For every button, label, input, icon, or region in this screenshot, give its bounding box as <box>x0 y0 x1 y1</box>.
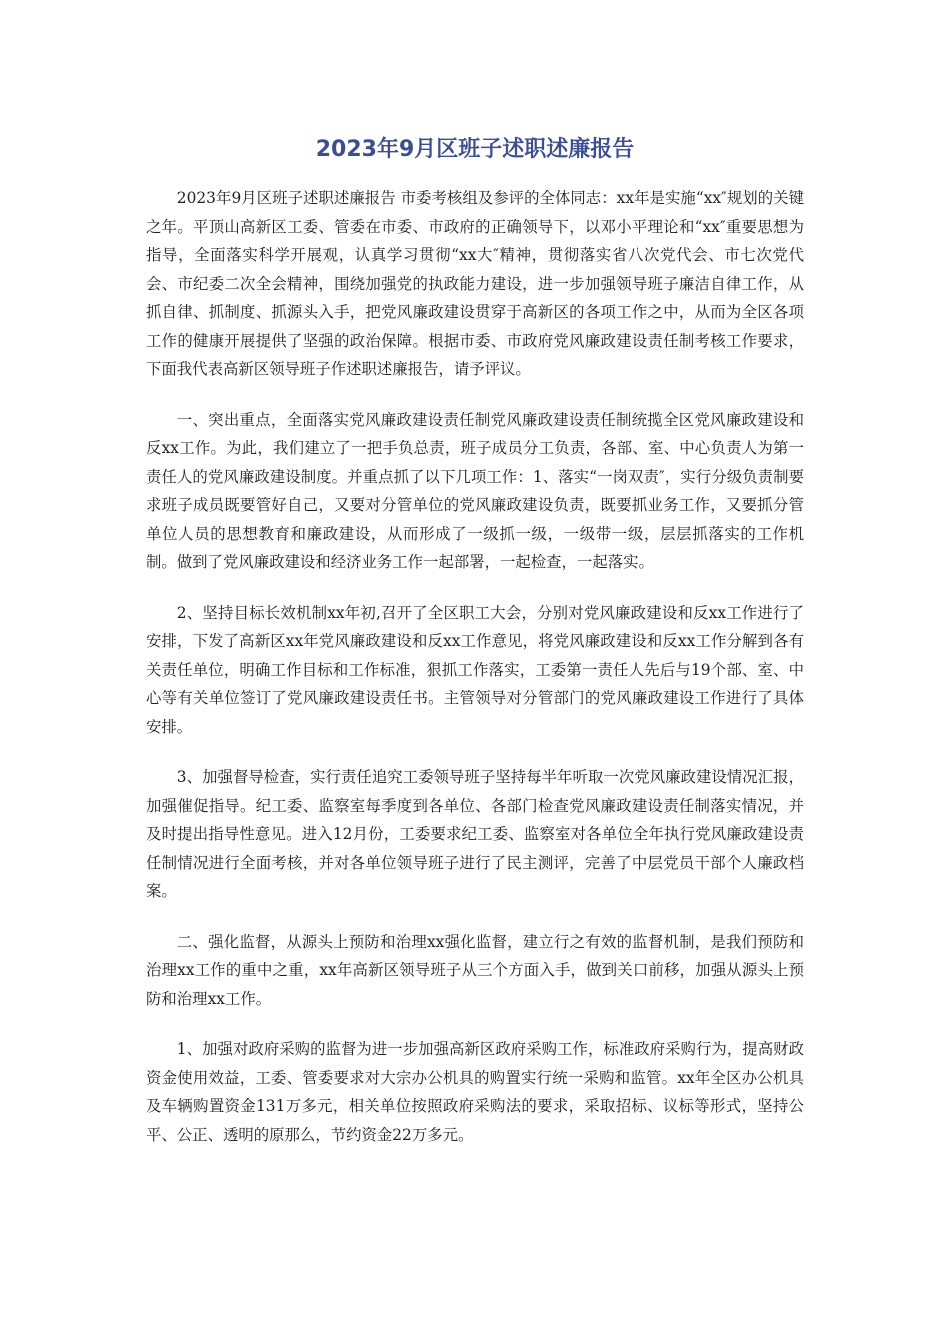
paragraph-intro: 2023年9月区班子述职述廉报告 市委考核组及参评的全体同志：xx年是实施“xx″规划的关键之年。平顶山高新区工委、管委在市委、市政府的正确领导下，以邓小平理论和“xx″重要思想为指导，全面落实科学开展观，认真学习贯彻“xx大″精神，贯彻落实省八次党代会、市七次党代会、市纪委二次全会精神，围绕加强党的执政能力建设，进一步加强领导班子廉洁自律工作，从抓自律、抓制度、抓源头入手，把党风廉政建设贯穿于高新区的各项工作之中，从而为全区各项工作的健康开展提供了坚强的政治保障。根据市委、市政府党风廉政建设责任制考核工作要求，下面我代表高新区领导班子作述职述廉报告，请予评议。 <box>146 189 804 378</box>
paragraph-section-2: 二、强化监督，从源头上预防和治理xx强化监督，建立行之有效的监督机制，是我们预防和治理xx工作的重中之重，xx年高新区领导班子从三个方面入手，做到关口前移，加强从源头上预防和治理xx工作。 <box>146 932 804 1008</box>
paragraph-section-1-item-2: 2、坚持目标长效机制xx年初,召开了全区职工大会，分别对党风廉政建设和反xx工作进行了安排，下发了高新区xx年党风廉政建设和反xx工作意见，将党风廉政建设和反xx工作分解到各有关责任单位，明确工作目标和工作标准，狠抓工作落实，工委第一责任人先后与19个部、室、中心等有关单位签订了党风廉政建设责任书。主管领导对分管部门的党风廉政建设工作进行了具体安排。 <box>146 603 804 736</box>
paragraph-section-1: 一、突出重点，全面落实党风廉政建设责任制党风廉政建设责任制统揽全区党风廉政建设和反xx工作。为此，我们建立了一把手负总责，班子成员分工负责，各部、室、中心负责人为第一责任人的党风廉政建设制度。并重点抓了以下几项工作：1、落实“一岗双责″，实行分级负责制要求班子成员既要管好自己，又要对分管单位的党风廉政建设负责，既要抓业务工作，又要抓分管单位人员的思想教育和廉政建设，从而形成了一级抓一级，一级带一级，层层抓落实的工作机制。做到了党风廉政建设和经济业务工作一起部署，一起检查，一起落实。 <box>146 410 804 571</box>
paragraph-section-2-item-1: 1、加强对政府采购的监督为进一步加强高新区政府采购工作，标准政府采购行为，提高财政资金使用效益，工委、管委要求对大宗办公机具的购置实行统一采购和监管。xx年全区办公机具及车辆购置资金131万多元，相关单位按照政府采购法的要求，采取招标、议标等形式，坚持公平、公正、透明的原那么，节约资金22万多元。 <box>146 1040 804 1144</box>
paragraph-section-1-item-3: 3、加强督导检查，实行责任追究工委领导班子坚持每半年听取一次党风廉政建设情况汇报，加强催促指导。纪工委、监察室每季度到各单位、各部门检查党风廉政建设责任制落实情况，并及时提出指导性意见。进入12月份，工委要求纪工委、监察室对各单位全年执行党风廉政建设责任制情况进行全面考核，并对各单位领导班子进行了民主测评，完善了中层党员干部个人廉政档案。 <box>146 768 804 900</box>
document-title: 2023年9月区班子述职述廉报告 <box>315 137 635 162</box>
document-body <box>146 184 804 1171</box>
